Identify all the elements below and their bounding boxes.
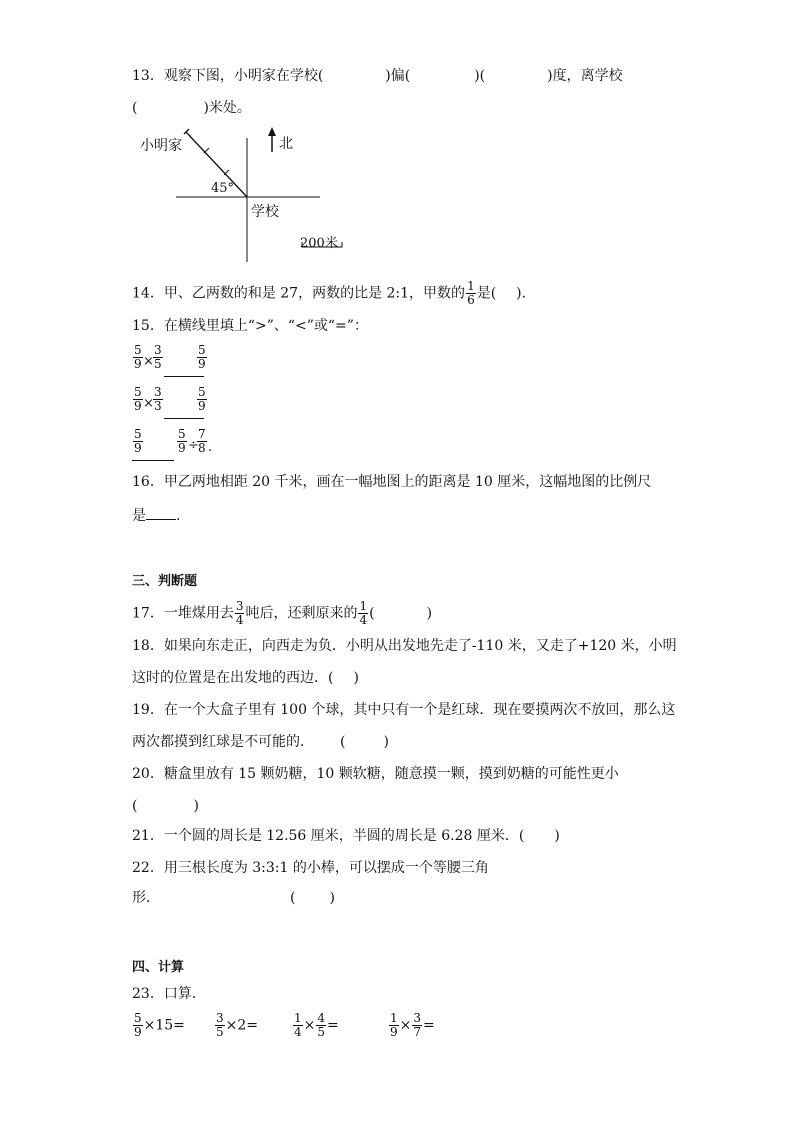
scale-label: 200米 — [300, 236, 338, 251]
section-3-heading: 三、判断题 — [132, 574, 198, 589]
answer-blank[interactable] — [164, 418, 204, 419]
calc-expr-1: $\frac{5}{9}$ ×15= — [134, 1011, 185, 1039]
answer-blank[interactable] — [146, 519, 176, 520]
question-21: 21．一个圆的周长是 12.56 厘米，半圆的周长是 6.28 厘米．( ) — [132, 828, 560, 844]
answer-blank[interactable] — [164, 376, 204, 377]
question-19-line1: 19．在一个大盒子里有 100 个球，其中只有一个是红球．现在要摸两次不放回，那么这 — [132, 702, 676, 718]
question-16-line1: 16．甲乙两地相距 20 千米，画在一幅地图上的距离是 10 厘米，这幅地图的比例尺 — [132, 474, 652, 490]
calc-expr-2: $\frac{3}{5}$ ×2= — [216, 1011, 259, 1039]
compare-row-2: $\frac{5}{9}$ × $\frac{3}{3}$ $\frac{5}{9}$ — [132, 386, 222, 422]
calc-expr-4: $\frac{1}{9}$ × $\frac{3}{7}$ = — [390, 1011, 435, 1039]
north-label: 北 — [279, 136, 293, 152]
compare-row-1: $\frac{5}{9}$ × $\frac{3}{5}$ $\frac{5}{9}$ — [132, 344, 222, 380]
compare-row-3: $\frac{5}{9}$ $\frac{5}{9}$ ÷ $\frac{7}{8}$ . — [132, 428, 222, 464]
question-22-line1: 22．用三根长度为 3:3:1 的小棒，可以摆成一个等腰三角 — [132, 860, 489, 876]
question-20-line2: ( ) — [132, 798, 199, 814]
calc-expr-3: $\frac{1}{4}$ × $\frac{4}{5}$ = — [294, 1011, 339, 1039]
question-16-line2: 是 . — [132, 508, 181, 524]
question-15: 15．在横线里填上“>”、“<”或“=”： — [132, 318, 368, 334]
home-label: 小明家 — [140, 138, 182, 154]
school-label: 学校 — [251, 204, 279, 220]
question-13-line2: ( )米处。 — [132, 100, 251, 116]
question-19-line2: 两次都摸到红球是不可能的． ( ) — [132, 734, 389, 750]
angle-label: 45° — [211, 181, 235, 196]
question-14: 14．甲、乙两数的和是 27，两数的比是 2:1，甲数的 $\frac{1}{6}$ 是( )． — [132, 279, 536, 307]
answer-blank[interactable] — [132, 460, 174, 461]
question-20-line1: 20．糖盒里放有 15 颗奶糖，10 颗软糖，随意摸一颗，摸到奶糖的可能性更小 — [132, 766, 619, 782]
question-18-line2: 这时的位置是在出发地的西边．( ) — [132, 670, 359, 686]
question-22-line2: 形． ( ) — [132, 890, 335, 906]
fraction: $\frac{1}{6}$ — [467, 279, 475, 307]
question-23: 23．口算． — [132, 986, 206, 1002]
section-4-heading: 四、计算 — [132, 960, 185, 975]
question-13-line1: 13．观察下图，小明家在学校( )偏( )( )度，离学校 — [132, 68, 623, 84]
question-18-line1: 18．如果向东走正，向西走为负．小明从出发地先走了-110 米，又走了+120 米，小明 — [132, 638, 677, 654]
question-17: 17．一堆煤用去 $\frac{3}{4}$ 吨后，还剩原来的 $\frac{1}{4}$ ( ) — [132, 599, 433, 627]
